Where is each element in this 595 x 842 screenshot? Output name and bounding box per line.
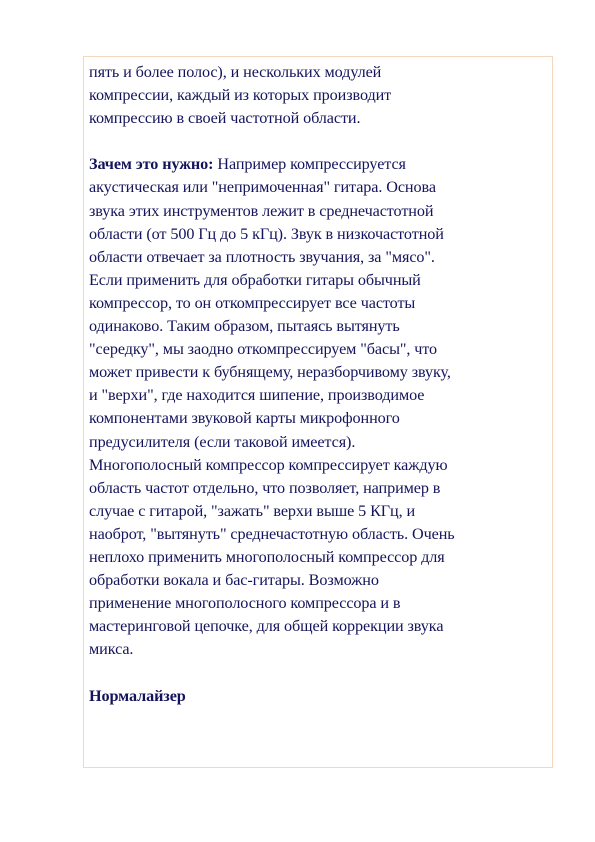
body-line: области (от 500 Гц до 5 кГц). Звук в низкочастотной xyxy=(89,224,444,243)
section-heading: Нормалайзер xyxy=(89,686,186,705)
why-first-line-text: Например компрессируется xyxy=(213,155,406,174)
body-line: область частот отдельно, что позволяет, например в xyxy=(89,478,441,497)
body-line: предусилителя (если таковой имеется). xyxy=(89,432,356,451)
body-line: акустическая или "непримоченная" гитара. Основа xyxy=(89,178,436,197)
body-line: компонентами звуковой карты микрофонного xyxy=(89,409,400,428)
body-line: мастеринговой цепочке, для общей коррекции звука xyxy=(89,617,444,636)
paragraph-gap xyxy=(89,130,549,153)
body-line: может привести к бубнящему, неразборчивому звуку, xyxy=(89,363,451,382)
body-line: обработки вокала и бас-гитары. Возможно xyxy=(89,571,379,590)
why-label: Зачем это нужно: xyxy=(89,155,214,174)
body-line: одинаково. Таким образом, пытаясь вытянуть xyxy=(89,317,400,336)
body-line: микса. xyxy=(89,640,134,659)
body-line: Если применить для обработки гитары обычный xyxy=(89,270,421,289)
body-line: звука этих инструментов лежит в среднечастотной xyxy=(89,201,434,220)
body-line: наоброт, "вытянуть" среднечастотную область. Очень xyxy=(89,524,455,543)
body-line: применение многополосного компрессора и в xyxy=(89,594,401,613)
intro-line: пять и более полос), и нескольких модулей xyxy=(89,63,382,81)
body-line: компрессор, то он откомпрессирует все частоты xyxy=(89,293,416,312)
document-body xyxy=(89,61,549,708)
intro-line: компрессию в своей частотной области. xyxy=(89,109,361,128)
intro-line: компрессии, каждый из которых производит xyxy=(89,86,392,105)
why-paragraph-first-line xyxy=(89,153,549,176)
body-line: Многополосный компрессор компрессирует каждую xyxy=(89,455,448,474)
body-line: и "верхи", где находится шипение, производимое xyxy=(89,386,425,405)
body-line: "середку", мы заодно откомпрессируем "басы", что xyxy=(89,340,438,359)
body-line: случае с гитарой, "зажать" верхи выше 5 КГц, и xyxy=(89,501,416,520)
body-line: области отвечает за плотность звучания, за "мясо". xyxy=(89,247,435,266)
body-line: неплохо применить многополосный компрессор для xyxy=(89,547,445,566)
paragraph-gap xyxy=(89,661,549,684)
